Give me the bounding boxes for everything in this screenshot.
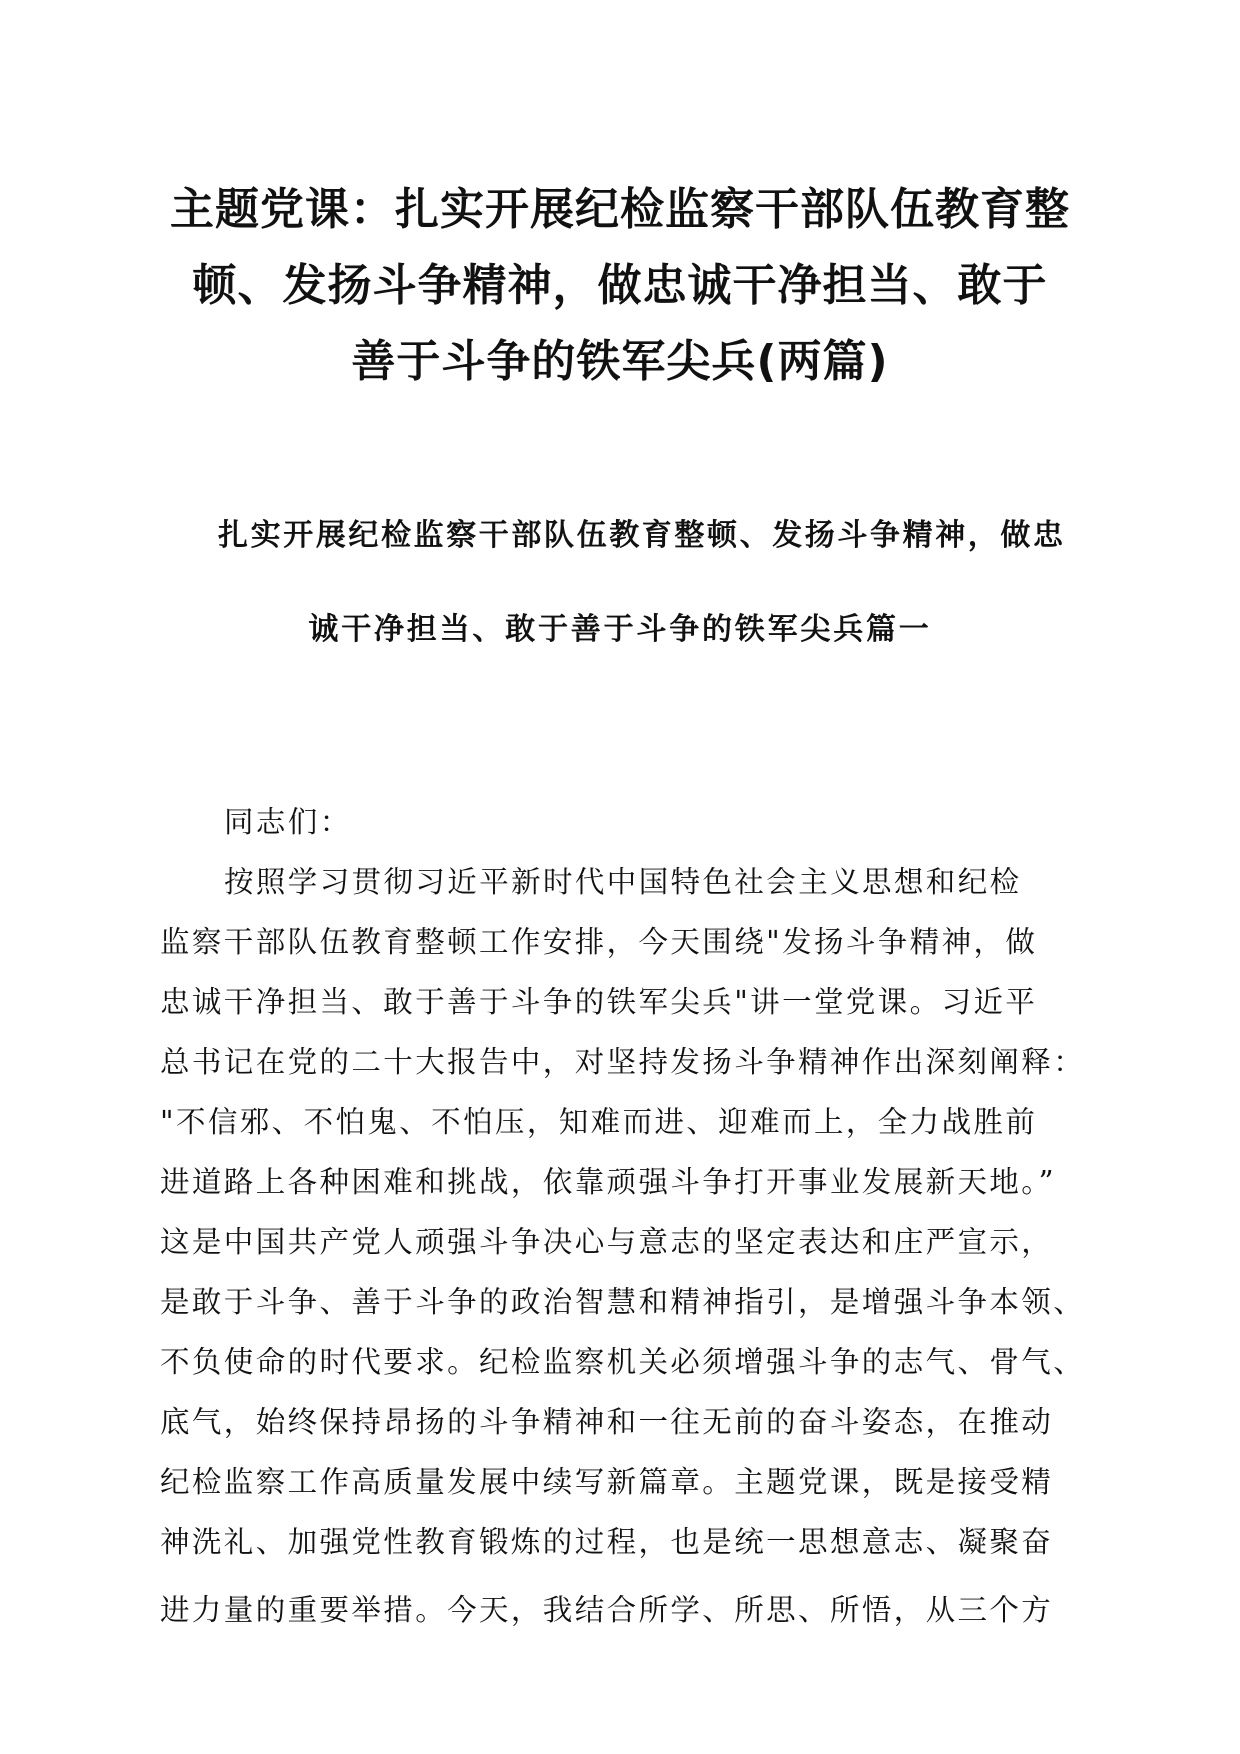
- document-title: [150, 172, 1090, 400]
- paragraph-line: 纪检监察工作高质量发展中续写新篇章。主题党课，既是接受精: [160, 1465, 1054, 1499]
- paragraph-line: "不信邪、不怕鬼、不怕压，知难而进、迎难而上，全力战胜前: [160, 1105, 1038, 1139]
- title-line: 善于斗争的铁军尖兵(两篇): [351, 336, 889, 387]
- paragraph-line: 是敢于斗争、善于斗争的政治智慧和精神指引，是增强斗争本领、: [160, 1285, 1086, 1319]
- paragraph-line: 忠诚干净担当、敢于善于斗争的铁军尖兵"讲一堂党课。习近平: [160, 985, 1038, 1019]
- section-title-line: 诚干净担当、敢于善于斗争的铁军尖兵篇一: [308, 612, 932, 647]
- paragraph-line: 进力量的重要举措。今天，我结合所学、所思、所悟，从三个方: [160, 1593, 1054, 1627]
- paragraph-line: 不负使命的时代要求。纪检监察机关必须增强斗争的志气、骨气、: [160, 1345, 1086, 1379]
- paragraph-line: 总书记在党的二十大报告中，对坚持发扬斗争精神作出深刻阐释：: [160, 1045, 1086, 1079]
- greeting: 同志们：: [224, 805, 352, 839]
- paragraph-line: 这是中国共产党人顽强斗争决心与意志的坚定表达和庄严宣示，: [160, 1225, 1054, 1259]
- section-title-line: 扎实开展纪检监察干部队伍教育整顿、发扬斗争精神，做忠: [218, 518, 1066, 553]
- paragraph-line: 神洗礼、加强党性教育锻炼的过程，也是统一思想意志、凝聚奋: [160, 1525, 1054, 1559]
- title-line: 顿、发扬斗争精神，做忠诚干净担当、敢于: [192, 260, 1048, 311]
- paragraph-line: 底气，始终保持昂扬的斗争精神和一往无前的奋斗姿态，在推动: [160, 1405, 1054, 1439]
- paragraph-line: 进道路上各种困难和挑战，依靠顽强斗争打开事业发展新天地。”: [160, 1165, 1056, 1199]
- title-line: 主题党课：扎实开展纪检监察干部队伍教育整: [170, 184, 1070, 235]
- paragraph-line: 监察干部队伍教育整顿工作安排，今天围绕"发扬斗争精神，做: [160, 925, 1038, 959]
- paragraph-line: 按照学习贯彻习近平新时代中国特色社会主义思想和纪检: [224, 865, 1022, 899]
